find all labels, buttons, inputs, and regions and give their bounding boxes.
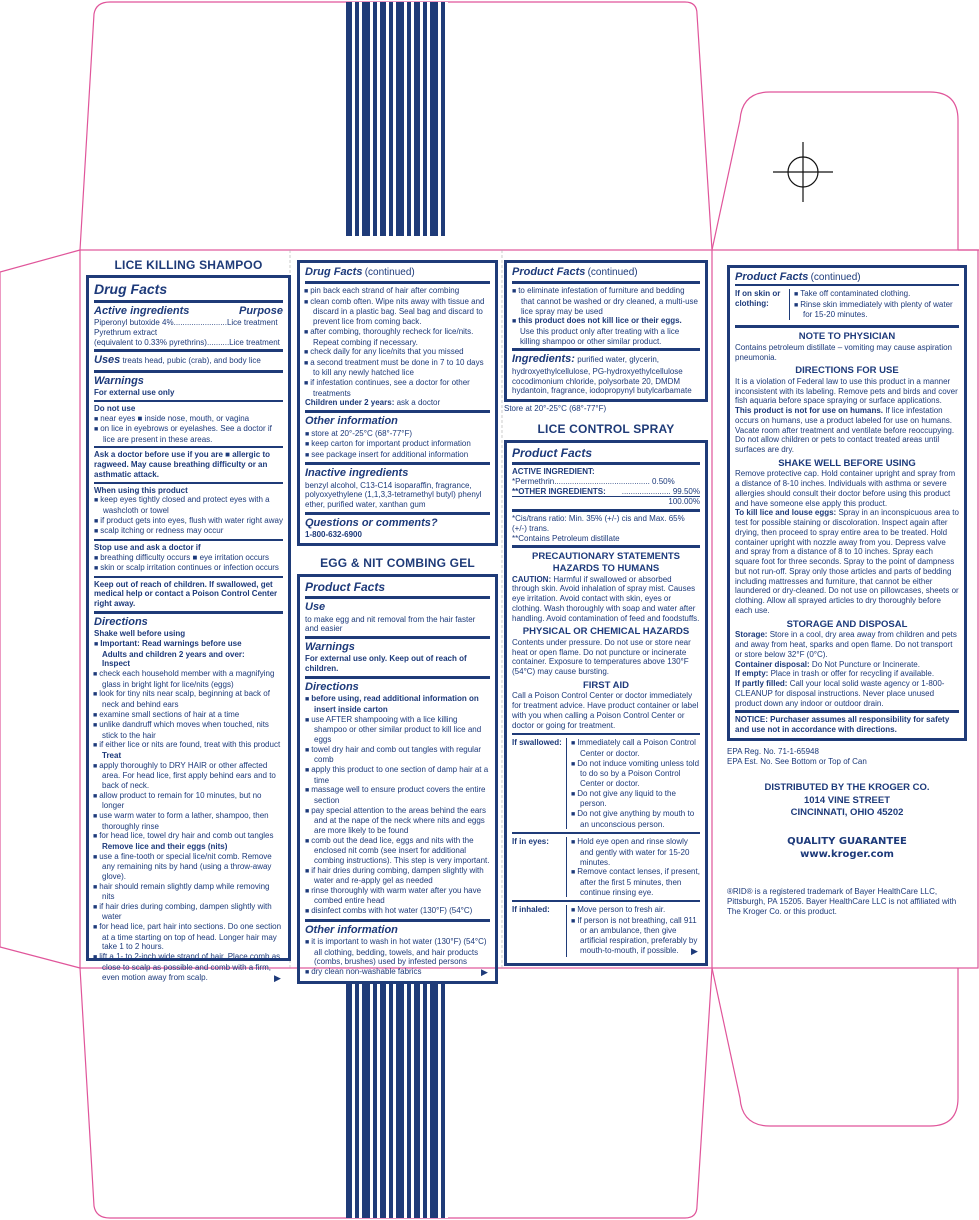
dist-3: CINCINNATI, OHIO 45202 (790, 806, 904, 818)
registration-mark (773, 142, 833, 202)
adults: Adults and children 2 years and over: (102, 649, 245, 659)
note-heading: NOTE TO PHYSICIAN (798, 331, 896, 343)
directions-label: Directions (94, 615, 148, 628)
insp-2: ■ look for tiny nits near scalp, beginning at back of neck and behind ears (94, 689, 283, 709)
drug-facts-heading: Drug Facts (94, 280, 168, 297)
uses-text: treats head, pubic (crab), and body lice (122, 356, 261, 366)
active-1: Piperonyl butoxide 4%........................Lice treatment (94, 318, 278, 328)
stripe-bar (445, 984, 448, 1218)
p-2b: Use this product only after treating with a lice killing shampoo or other similar product. (520, 326, 680, 346)
ey-1: ■ Hold eye open and rinse slowly and gently with water for 15-20 minutes. (571, 837, 700, 867)
tr-3: ■ use warm water to form a lather, shampoo, then thoroughly rinse (94, 811, 283, 831)
contains-petroleum: **Contains Petroleum distillate (512, 533, 620, 543)
gel-facts-heading: Product Facts (305, 579, 386, 594)
dist-1: DISTRIBUTED BY THE KROGER CO. (764, 782, 930, 794)
d-6: ■ if infestation continues, see a doctor for other treatments (305, 378, 490, 398)
spray-panel (504, 260, 708, 966)
rm-5: ■ lift a 1- to 2-inch wide strand of hair. Place comb as close to scalp as possible and comb with a firm, even motion away from scalp. ▶ (94, 952, 283, 982)
active-ingredient-label: ACTIVE INGREDIENT: (512, 467, 595, 477)
wu-2: ■ if product gets into eyes, flush with water right away (94, 516, 283, 527)
p-1: ■ to eliminate infestation of furniture and bedding that cannot be washed or dry cleaned, a multi-use lice spray may be used (512, 286, 700, 316)
spray-title: LICE CONTROL SPRAY (537, 421, 675, 436)
epa-est: EPA Est. No. See Bottom or Top of Can (727, 756, 867, 766)
storage-heading: STORAGE AND DISPOSAL (786, 618, 908, 630)
storage-text: Store in a cool, dry area away from children and pets and away from heat, sparks and open flame. Do not transport or store below 32°F (0°C). (735, 630, 957, 659)
oi-2: ■ keep carton for important product information (305, 439, 490, 450)
sw-3: ■ Do not give any liquid to the person. (571, 789, 700, 809)
warnings-label: Warnings (94, 374, 144, 387)
other-ingredients-value: ...................... 99.50% (621, 486, 700, 496)
gel-use-text: to make egg and nit removal from the hair faster and easier (305, 614, 476, 634)
shake-label: Shake well before using (94, 629, 186, 639)
drug-facts-continued-panel (297, 260, 498, 984)
right-facts-heading: Product Facts (735, 271, 809, 283)
treat: Treat (102, 750, 122, 760)
rm-1: ■ use a fine-tooth or special lice/nit comb. Remove any remaining nits by hand (using a throw-away glove). (94, 852, 283, 882)
partly-filled-text: Call your local solid waste agency or 1-800-CLEANUP for disposal instructions. Never place unused product down any indoor or outdoor drain. (735, 679, 945, 708)
if-on-skin-label: If on skin or clothing: (735, 289, 781, 309)
spray-facts-heading: Product Facts (512, 445, 593, 460)
d-2: ■ clean comb often. Wipe nits away with tissue and discard in a plastic bag. Seal bag and discard to prevent lice from coming back. (305, 297, 490, 327)
dfu-2: This product is not for use on humans. (735, 406, 884, 416)
in-2: ■ If person is not breathing, call 911 or an ambulance, then give artificial respiration, preferably by mouth-to-mouth, if possible. ▶ (571, 916, 700, 956)
active-ingredients-label: Active ingredients (94, 304, 190, 317)
inactive-text: benzyl alcohol, C13-C14 isoparaffin, fragrance, polyoxyethylene (1,1,3,3-tetramethyl butyl) phenyl ether, purified water, xanthan gum (305, 480, 482, 509)
ingredients-text: purified water, glycerin, hydroxyethylcellulose, PG-hydroxyethylcellulose cocodimonium chloride, polysorbate 20, DMDM hydantoin, fragrance, iodopropynyl butylcarbamate (512, 355, 692, 396)
su-2: ■ skin or scalp irritation continues or infection occurs (94, 563, 283, 574)
gel-title: EGG & NIT COMBING GEL (320, 555, 475, 570)
partly-filled-label: If partly filled: (735, 679, 788, 689)
remove: Remove lice and their eggs (nits) (102, 841, 228, 851)
dfu-1: It is a violation of Federal law to use this product in a manner inconsistent with its labeling. Remove pets and birds and cover fish aquaria before space spraying or surface applications. (735, 376, 958, 406)
d-1: ■ pin back each strand of hair after combing (305, 286, 490, 297)
ey-2: ■ Remove contact lenses, if present, after the first 5 minutes, then continue rinsing eye. (571, 867, 700, 897)
su-1: ■ breathing difficulty occurs ■ eye irritation occurs (94, 553, 283, 564)
wu-3: ■ scalp itching or redness may occur (94, 526, 283, 537)
p-2: ■ this product does not kill lice or their eggs. (512, 316, 700, 327)
caution-label: CAUTION: (512, 574, 552, 584)
other-ingredients-label: **OTHER INGREDIENTS: (512, 486, 606, 496)
important: ■ Important: Read warnings before use (94, 639, 283, 650)
in-1: ■ Move person to fresh air. (571, 905, 700, 916)
rm-3: ■ if hair dries during combing, dampen slightly with water (94, 902, 283, 922)
sw-2: ■ Do not induce vomiting unless told to do so by a Poison Control Center or doctor. (571, 759, 700, 789)
if-empty-label: If empty: (735, 669, 769, 679)
first-aid-heading: FIRST AID (582, 679, 630, 691)
rm-4: ■ for head lice, part hair into sections. Do one section at a time starting on top of head. Longer hair may take 1 to 2 hours. (94, 922, 283, 952)
questions-label: Questions or comments? (305, 516, 438, 529)
stripe-bar (362, 2, 370, 236)
g-3: ■ towel dry hair and comb out tangles with regular comb (305, 745, 490, 765)
dfu-heading: DIRECTIONS FOR USE (795, 365, 899, 377)
oi-3: ■ see package insert for additional information (305, 450, 490, 461)
gel-warnings-label: Warnings (305, 641, 355, 654)
d-4: ■ check daily for any lice/nits that you missed (305, 347, 490, 358)
container-disposal-text: Do Not Puncture or Incinerate. (811, 659, 920, 669)
insp-4: ■ unlike dandruff which moves when touched, nits stick to the hair (94, 720, 283, 740)
insp-1: ■ check each household member with a magnifying glass in bright light for lice/nits (eggs) (94, 669, 283, 689)
insp-5: ■ if either lice or nits are found, treat with this product (94, 740, 283, 751)
g-2: ■ use AFTER shampooing with a lice killing shampoo or other similar product to kill lice and eggs (305, 715, 490, 745)
stripe-bar (445, 2, 448, 236)
g-9: ■ rinse thoroughly with warm water after you have combed entire head (305, 886, 490, 906)
gel-other-info-label: Other information (305, 923, 398, 936)
dnu-2: ■ on lice in eyebrows or eyelashes. See a doctor if lice are present in these areas. (94, 424, 283, 444)
prec-heading-2: HAZARDS TO HUMANS (552, 562, 660, 574)
oi-1: ■ store at 20°-25°C (68°-77°F) (305, 429, 490, 440)
quality-block (727, 835, 967, 861)
distributor-block (727, 782, 967, 819)
cis-ratio: *Cis/trans ratio: Min. 35% (+/-) cis and Max. 65% (+/-) trans. (512, 514, 685, 533)
drug-facts-cont-heading: Drug Facts (305, 266, 363, 278)
gel-warnings-text: For external use only. Keep out of reach of children. (305, 654, 467, 674)
keep-out: Keep out of reach of children. If swallowed, get medical help or contact a Poison Control Center right away. (94, 576, 283, 609)
stripe-bar (430, 2, 438, 236)
product-facts-cont-heading: Product Facts (512, 266, 586, 278)
o-1: ■ it is important to wash in hot water (130°F) (54°C) all clothing, bedding, towels, and hair products (combs, brushes) used by infested persons (305, 937, 490, 967)
kill-text: Spray in an inconspicuous area to test for possible staining or discoloration. Inspect again after drying, then proceed to spray entire area to be treated. Hold container upright with nozzle away from you. Depress valve and spray from a distance of 8 to 10 inches. Spray each square foot for three seconds. Spray to the point of dampness but not run-off. Spray only those articles and parts of bedding including mattresses and furniture, that cannot be either laundered or dry-cleaned. Do not use on pillowcases, sheets or clothing. Allow all sprayed articles to dry thoroughly before each use. (735, 508, 959, 615)
lice-killing-shampoo-panel (86, 258, 291, 983)
continued-label: (continued) (810, 272, 861, 283)
dist-2: 1014 VINE STREET (803, 794, 891, 806)
other-info-label: Other information (305, 415, 398, 428)
continued-label: (continued) (587, 267, 638, 278)
active-2a: Pyrethrum extract (94, 327, 158, 337)
kill-label: To kill lice and louse eggs: (735, 508, 837, 518)
if-inhaled-label: If inhaled: (512, 905, 550, 915)
if-empty-text: Place in trash or offer for recycling if available. (770, 669, 935, 679)
if-eyes-label: If in eyes: (512, 837, 549, 847)
quality-guarantee: QUALITY GUARANTEE (787, 836, 907, 848)
ingredients-label: Ingredients: (512, 353, 575, 366)
container-disposal-label: Container disposal: (735, 659, 810, 669)
wu-1: ■ keep eyes tightly closed and protect eyes with a washcloth or towel (94, 495, 283, 515)
g-5: ■ massage well to ensure product covers the entire section (305, 785, 490, 805)
spray-product-facts-box (504, 440, 708, 966)
g-10: ■ disinfect combs with hot water (130°F) (54°C) (305, 906, 490, 917)
do-not-use-label: Do not use (94, 403, 136, 413)
g-1: ■ before using, read additional information on insert inside carton (305, 694, 490, 714)
shake-heading: SHAKE WELL BEFORE USING (778, 457, 916, 469)
phone-number: 1-800-632-6900 (305, 530, 362, 540)
if-swallowed-label: If swallowed: (512, 738, 562, 748)
g-4: ■ apply this product to one section of damp hair at a time (305, 765, 490, 785)
notice: NOTICE: Purchaser assumes all responsibility for safety and use not in accordance with directions. (735, 715, 950, 735)
stripe-bar (362, 984, 370, 1218)
trademark-text: ®RID® is a registered trademark of Bayer HealthCare LLC, Pittsburgh, PA 15205. Bayer HealthCare LLC is not affiliated with The Kroger Co. or this product. (727, 887, 957, 916)
inspect: Inspect (102, 659, 131, 669)
total: 100.00% (512, 496, 700, 507)
active-2b: (equivalent to 0.33% pyrethrins)..........Lice treatment (94, 337, 280, 347)
storage-label: Storage: (735, 630, 768, 640)
permethrin: *Permethrin........................................... 0.50% (512, 476, 675, 486)
gel-directions-label: Directions (305, 680, 359, 693)
ask-doctor: Ask a doctor before use if you are ■ allergic to ragweed. May cause breathing difficulty or an asthmatic attack. (94, 446, 283, 479)
phys-heading: PHYSICAL OR CHEMICAL HAZARDS (522, 626, 690, 638)
g-8: ■ if hair dries during combing, dampen slightly with water and re-apply gel as needed (305, 866, 490, 886)
phys-text: Contents under pressure. Do not use or store near heat or open flame. Do not puncture or incinerate container. Exposure to temperatures above 130°F (54°C) may cause bursting. (512, 637, 691, 677)
tr-2: ■ allow product to remain for 10 minutes, but no longer (94, 791, 283, 811)
shampoo-drug-facts-box (86, 275, 291, 983)
dnu-1: ■ near eyes ■ inside nose, mouth, or vagina (94, 414, 283, 425)
gel-product-facts-box (297, 574, 498, 984)
tr-4: ■ for head lice, towel dry hair and comb out tangles (94, 831, 283, 842)
store-temp: Store at 20°-25°C (68°-77°F) (504, 404, 607, 414)
external-use: For external use only (94, 388, 175, 398)
shampoo-title: LICE KILLING SHAMPOO (114, 258, 263, 272)
sw-1: ■ Immediately call a Poison Control Center or doctor. (571, 738, 700, 758)
inactive-label: Inactive ingredients (305, 467, 409, 480)
when-using-label: When using this product (94, 482, 283, 496)
sk-1: ■ Take off contaminated clothing. (794, 289, 959, 300)
children-text: ask a doctor (396, 398, 441, 408)
stripe-graphic-bottom (346, 984, 448, 1218)
children-label: Children under 2 years: (305, 398, 395, 408)
purpose-label: Purpose (238, 304, 283, 317)
tr-1: ■ apply thoroughly to DRY HAIR or other affected area. For head lice, first apply behind ears and to back of neck. (94, 761, 283, 791)
stripe-bar (396, 984, 404, 1218)
d-3: ■ after combing, thoroughly recheck for lice/nits. Repeat combing if necessary. (305, 327, 490, 347)
gel-use-label: Use (305, 601, 326, 614)
epa-reg: EPA Reg. No. 71-1-65948 (727, 746, 819, 756)
insp-3: ■ examine small sections of hair at a time (94, 710, 283, 721)
dfu-3: If lice infestation occurs on humans, use a product labeled for use on humans. Vacate room after treatment and ventilate before reoccupying. Do not allow children or pets to contact treated areas until surfaces are dry. (735, 406, 955, 455)
d-5: ■ a second treatment must be done in 7 to 10 days to kill any newly hatched lice (305, 358, 490, 378)
website: www.kroger.com (800, 849, 894, 861)
sw-4: ■ Do not give anything by mouth to an unconscious person. (571, 809, 700, 829)
sk-2: ■ Rinse skin immediately with plenty of water for 15-20 minutes. (794, 300, 959, 320)
stripe-graphic-top (346, 2, 448, 236)
prec-heading-1: PRECAUTIONARY STATEMENTS (532, 551, 680, 563)
stop-use-label: Stop use and ask a doctor if (94, 539, 283, 553)
g-6: ■ pay special attention to the areas behind the ears and at the nape of the neck where nits and eggs are more likely to be found (305, 806, 490, 836)
g-7: ■ comb out the dead lice, eggs and nits with the enclosed nit comb (see insert for additional combing instructions). This step is very important. (305, 836, 490, 866)
right-panel (727, 265, 967, 917)
first-aid-text: Call a Poison Control Center or doctor immediately for treatment advice. Have product container or label with you when calling a Poison Control Center or doctor or going for treatment. (512, 691, 699, 730)
note-text: Contains petroleum distillate – vomiting may cause aspiration pneumonia. (735, 342, 952, 362)
rm-2: ■ hair should remain slightly damp while removing nits (94, 882, 283, 902)
caution-text: Harmful if swallowed or absorbed through skin. Avoid inhalation of spray mist. Causes eye irritation. Avoid contact with skin, eyes or clothing. Wash thoroughly with soap and water after handling. Avoid contamination of feed and foodstuffs. (512, 574, 700, 623)
continued-label: (continued) (364, 267, 415, 278)
stripe-bar (396, 2, 404, 236)
uses-label: Uses (94, 354, 121, 367)
stripe-bar (430, 984, 438, 1218)
o-2: ■ dry clean non-washable fabrics ▶ (305, 967, 490, 978)
shake-text: Remove protective cap. Hold container upright and spray from a distance of 8-10 inches. Individuals with asthma or severe allergies should consult their doctor before using this product and have someone else apply this product. (735, 469, 956, 508)
